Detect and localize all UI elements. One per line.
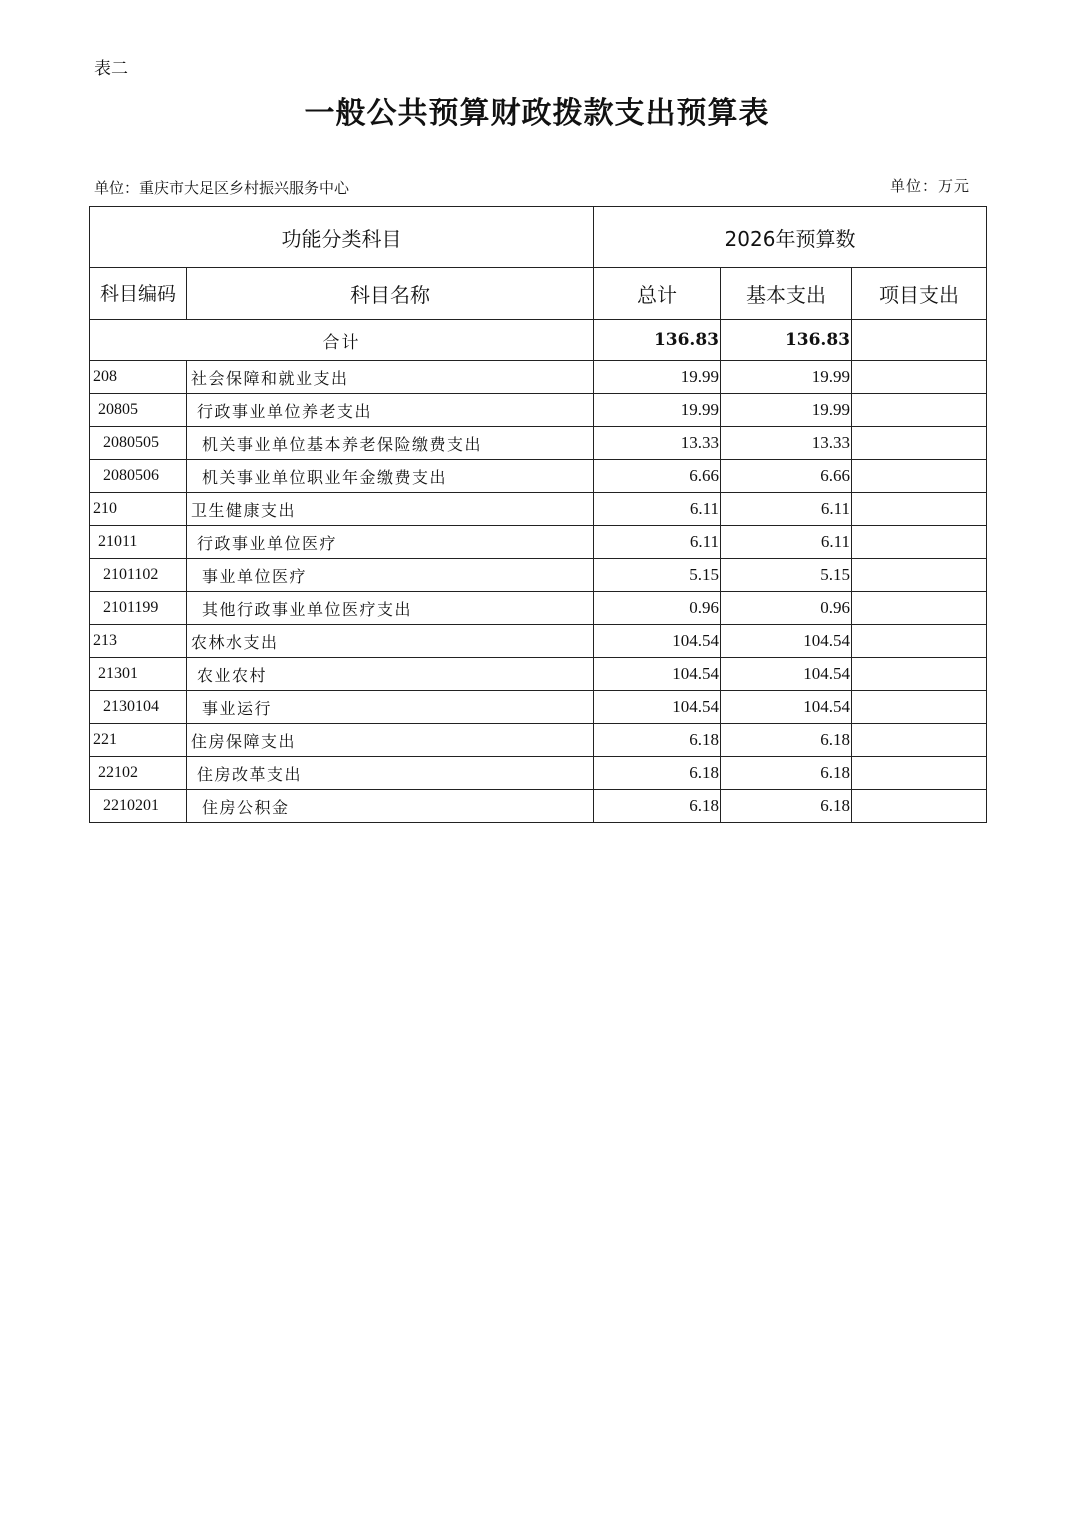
row-basic: 19.99: [721, 394, 852, 427]
table-row: [90, 493, 987, 526]
total-label: 合计: [90, 320, 594, 361]
row-name: 事业运行: [187, 691, 594, 724]
table-row: [90, 460, 987, 493]
total-project: [852, 320, 987, 361]
row-total: 104.54: [594, 691, 721, 724]
row-code: 2101199: [90, 592, 187, 625]
total-row: [90, 320, 987, 361]
row-name: 农业农村: [187, 658, 594, 691]
header-code: 科目编码: [90, 268, 187, 320]
row-name: 卫生健康支出: [187, 493, 594, 526]
table-row: [90, 559, 987, 592]
total-basic: 136.83: [721, 320, 852, 361]
row-basic: 6.18: [721, 724, 852, 757]
column-header-row: [90, 268, 987, 320]
row-total: 104.54: [594, 658, 721, 691]
table-row: [90, 790, 987, 823]
table-row: [90, 658, 987, 691]
row-project: [852, 592, 987, 625]
row-project: [852, 559, 987, 592]
row-basic: 6.18: [721, 790, 852, 823]
table-row: [90, 757, 987, 790]
row-total: 6.18: [594, 757, 721, 790]
row-name: 其他行政事业单位医疗支出: [187, 592, 594, 625]
total-amount: 136.83: [594, 320, 721, 361]
header-total: 总计: [594, 268, 721, 320]
table-number: 表二: [94, 59, 128, 79]
header-basic: 基本支出: [721, 268, 852, 320]
row-total: 104.54: [594, 625, 721, 658]
row-total: 6.11: [594, 526, 721, 559]
row-name: 社会保障和就业支出: [187, 361, 594, 394]
table-row: [90, 625, 987, 658]
row-basic: 6.11: [721, 526, 852, 559]
row-code: 2080505: [90, 427, 187, 460]
row-total: 19.99: [594, 394, 721, 427]
table-row: [90, 394, 987, 427]
row-name: 农林水支出: [187, 625, 594, 658]
unit-organization: 单位：重庆市大足区乡村振兴服务中心: [94, 179, 350, 197]
row-total: 6.18: [594, 724, 721, 757]
row-total: 6.11: [594, 493, 721, 526]
row-name: 住房保障支出: [187, 724, 594, 757]
row-total: 19.99: [594, 361, 721, 394]
budget-table: [89, 206, 987, 823]
row-project: [852, 625, 987, 658]
row-project: [852, 427, 987, 460]
row-code: 20805: [90, 394, 187, 427]
table-row: [90, 427, 987, 460]
row-basic: 6.66: [721, 460, 852, 493]
table-row: [90, 592, 987, 625]
row-total: 13.33: [594, 427, 721, 460]
row-total: 6.66: [594, 460, 721, 493]
table-row: [90, 691, 987, 724]
unit-currency: 单位：万元: [890, 177, 971, 195]
header-name: 科目名称: [187, 268, 594, 320]
row-code: 21011: [90, 526, 187, 559]
row-code: 221: [90, 724, 187, 757]
row-total: 6.18: [594, 790, 721, 823]
row-project: [852, 757, 987, 790]
row-code: 213: [90, 625, 187, 658]
row-name: 住房公积金: [187, 790, 594, 823]
row-basic: 6.18: [721, 757, 852, 790]
row-total: 5.15: [594, 559, 721, 592]
row-total: 0.96: [594, 592, 721, 625]
table-row: [90, 526, 987, 559]
row-code: 21301: [90, 658, 187, 691]
row-project: [852, 691, 987, 724]
row-basic: 0.96: [721, 592, 852, 625]
group-header-row: [90, 207, 987, 268]
row-project: [852, 790, 987, 823]
row-name: 行政事业单位养老支出: [187, 394, 594, 427]
table-row: [90, 361, 987, 394]
row-project: [852, 724, 987, 757]
table-row: [90, 724, 987, 757]
row-code: 22102: [90, 757, 187, 790]
row-name: 住房改革支出: [187, 757, 594, 790]
row-name: 机关事业单位职业年金缴费支出: [187, 460, 594, 493]
row-name: 行政事业单位医疗: [187, 526, 594, 559]
row-project: [852, 460, 987, 493]
header-functional-classification: 功能分类科目: [90, 207, 594, 268]
row-basic: 5.15: [721, 559, 852, 592]
row-code: 210: [90, 493, 187, 526]
row-basic: 104.54: [721, 625, 852, 658]
row-code: 2080506: [90, 460, 187, 493]
row-project: [852, 361, 987, 394]
header-budget-year: 2026年预算数: [594, 207, 987, 268]
row-project: [852, 526, 987, 559]
row-project: [852, 493, 987, 526]
row-name: 事业单位医疗: [187, 559, 594, 592]
row-code: 2130104: [90, 691, 187, 724]
row-basic: 6.11: [721, 493, 852, 526]
row-basic: 104.54: [721, 658, 852, 691]
header-project: 项目支出: [852, 268, 987, 320]
row-basic: 19.99: [721, 361, 852, 394]
row-project: [852, 658, 987, 691]
row-code: 2101102: [90, 559, 187, 592]
row-code: 208: [90, 361, 187, 394]
row-project: [852, 394, 987, 427]
page-title: 一般公共预算财政拨款支出预算表: [304, 96, 770, 131]
row-basic: 104.54: [721, 691, 852, 724]
row-basic: 13.33: [721, 427, 852, 460]
row-code: 2210201: [90, 790, 187, 823]
row-name: 机关事业单位基本养老保险缴费支出: [187, 427, 594, 460]
